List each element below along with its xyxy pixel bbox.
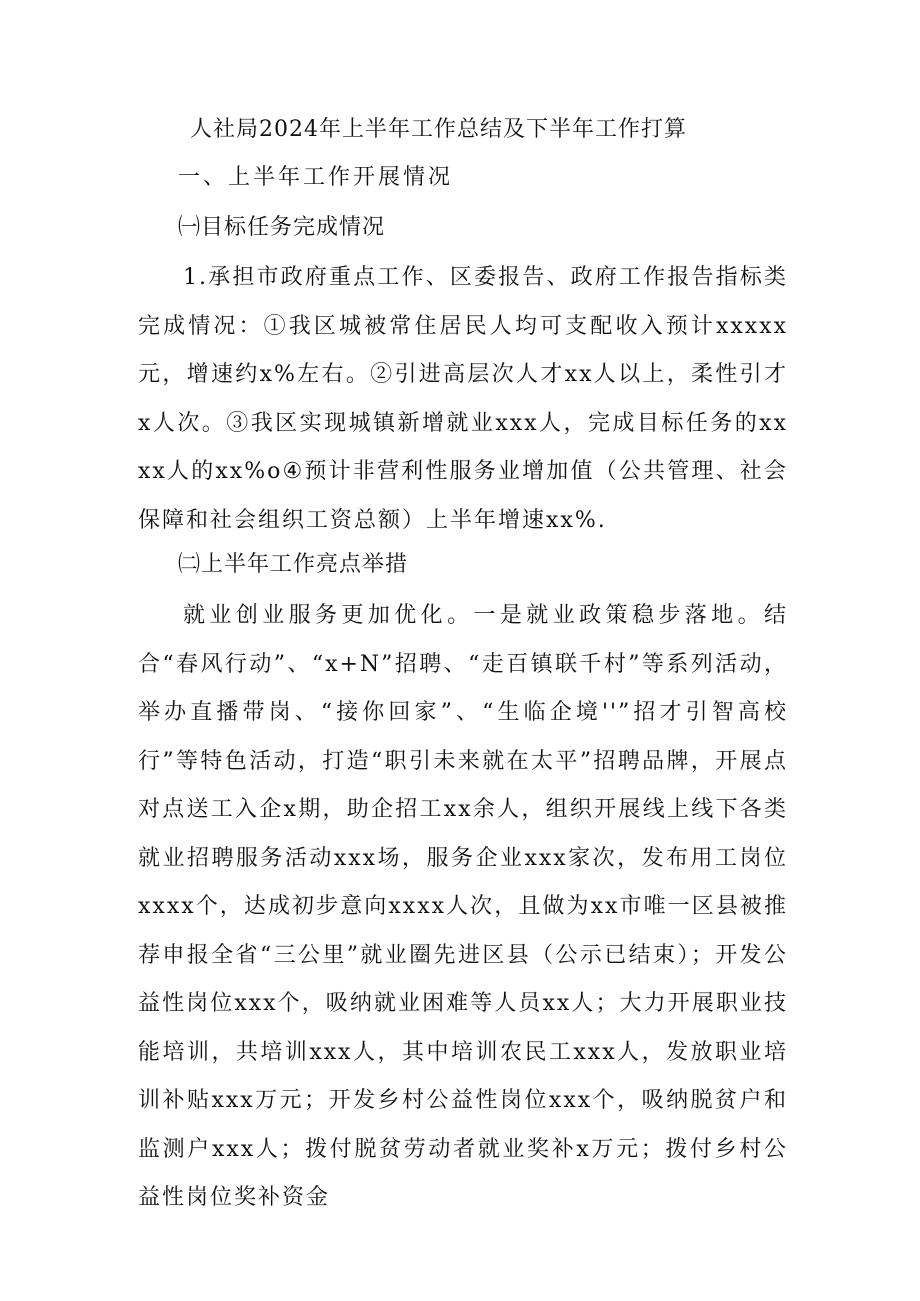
subsection-heading-highlights: ㈡上半年工作亮点举措 xyxy=(178,552,409,577)
document-title: 人社局2024年上半年工作总结及下半年工作打算 xyxy=(190,117,687,142)
section-heading-first-half: 一、上半年工作开展情况 xyxy=(178,165,454,190)
subsection-heading-targets: ㈠目标任务完成情况 xyxy=(178,215,386,240)
paragraph-targets-completion: 1.承担市政府重点工作、区委报告、政府工作报告指标类完成情况：①我区城被常住居民人均可支配收入预计xxxxx元，增速约x%左右。②引进高层次人才xx人以上，柔性引才x人次。③我区实现城镇新增就业xxx人，完成目标任务的xxxx人的xx%o④预计非营利性服务业增加值（公共管理、社会保障和社会组织工资总额）上半年增速xx%. xyxy=(138,265,788,533)
paragraph-employment-services: 就业创业服务更加优化。一是就业政策稳步落地。结合“春风行动”、“x+N”招聘、“走百镇联千村”等系列活动，举办直播带岗、“接你回家”、“生临企境''”招才引智高校行”等特色活动，打造“职引未来就在太平”招聘品牌，开展点对点送工入企x期，助企招工xx余人，组织开展线上线下各类就业招聘服务活动xxx场，服务企业xxx家次，发布用工岗位xxxx个，达成初步意向xxxx人次，且做为xx市唯一区县被推荐申报全省“三公里”就业圈先进区县（公示已结束）；开发公益性岗位xxx个，吸纳就业困难等人员xx人；大力开展职业技能培训，共培训xxx人，其中培训农民工xxx人，发放职业培训补贴xxx万元；开发乡村公益性岗位xxx个，吸纳脱贫户和监测户xxx人；拨付脱贫劳动者就业奖补x万元；拨付乡村公益性岗位奖补资金 xyxy=(138,603,788,1210)
